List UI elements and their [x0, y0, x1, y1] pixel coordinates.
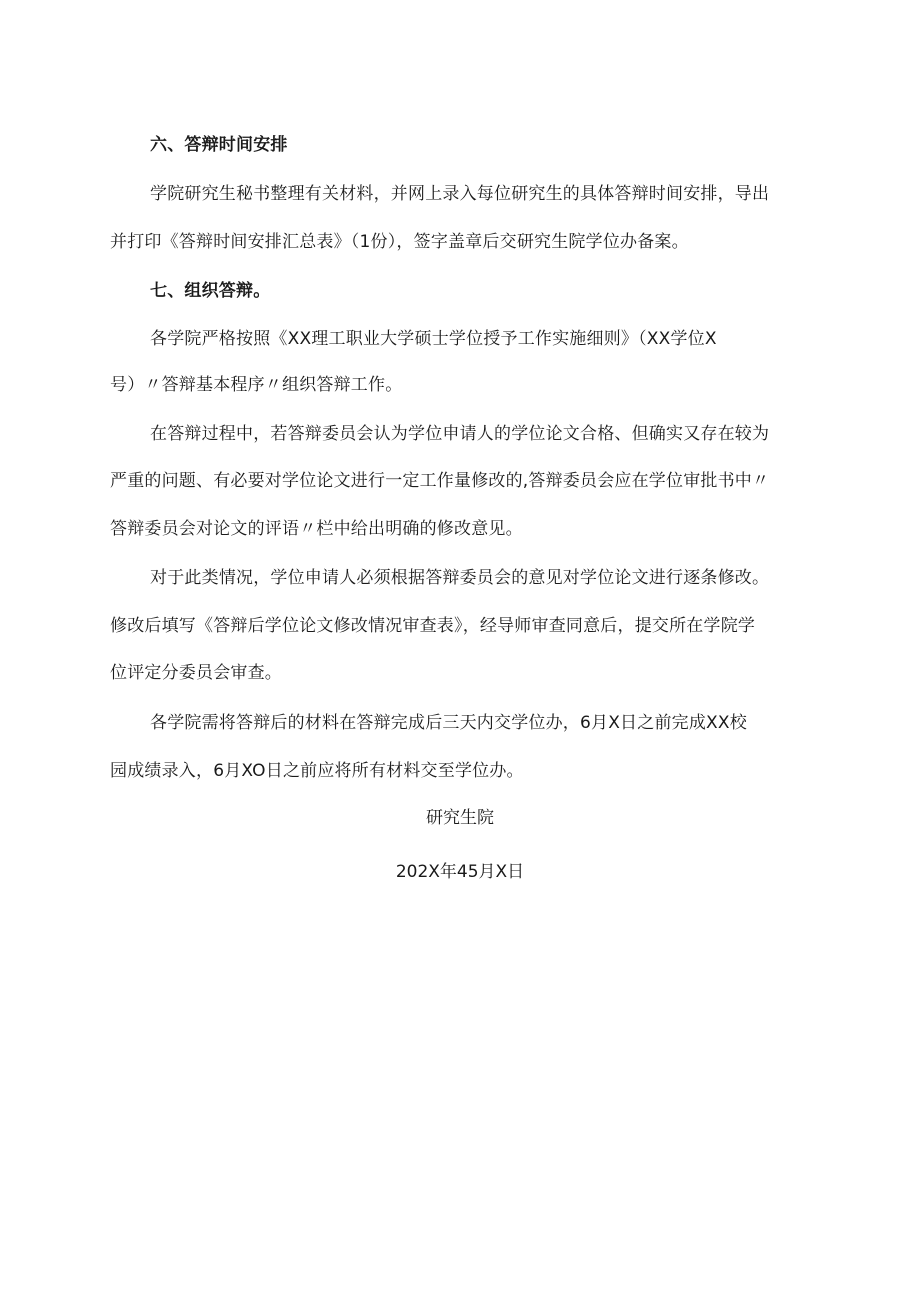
section-7-paragraph-3-line-3: 位评定分委员会审查。 [110, 663, 282, 683]
section-7-paragraph-2-line-1: 在答辩过程中，若答辩委员会认为学位申请人的学位论文合格、但确实又存在较为 [150, 424, 770, 444]
section-7-paragraph-4-line-2: 园成绩录入，6月XO日之前应将所有材料交至学位办。 [110, 761, 524, 781]
section-7-paragraph-2-line-2: 严重的问题、有必要对学位论文进行一定工作量修改的,答辩委员会应在学位审批书中〃 [110, 471, 770, 491]
section-7-paragraph-3-line-1: 对于此类情况，学位申请人必须根据答辩委员会的意见对学位论文进行逐条修改。 [150, 568, 770, 588]
section-7-paragraph-3-line-2: 修改后填写《答辩后学位论文修改情况审查表》，经导师审查同意后，提交所在学院学 [110, 616, 756, 636]
section-7-heading: 七、组织答辩。 [150, 281, 271, 301]
section-7-paragraph-1-line-2: 号）〃答辩基本程序〃组织答辩工作。 [110, 375, 403, 395]
section-6-heading: 六、答辩时间安排 [150, 135, 288, 155]
section-7-paragraph-2-line-3: 答辩委员会对论文的评语〃栏中给出明确的修改意见。 [110, 519, 523, 539]
signature-issuer: 研究生院 [426, 808, 494, 828]
section-6-paragraph-line-1: 学院研究生秘书整理有关材料，并网上录入每位研究生的具体答辩时间安排，导出 [150, 184, 770, 204]
signature-date: 202X年45月X日 [395, 862, 525, 882]
section-7-paragraph-1-line-1: 各学院严格按照《XX理工职业大学硕士学位授予工作实施细则》（XX学位X [150, 329, 717, 349]
section-7-paragraph-4-line-1: 各学院需将答辩后的材料在答辩完成后三天内交学位办，6月X日之前完成XX校 [150, 713, 747, 733]
section-6-paragraph-line-2: 并打印《答辩时间安排汇总表》（1份），签字盖章后交研究生院学位办备案。 [110, 232, 689, 252]
